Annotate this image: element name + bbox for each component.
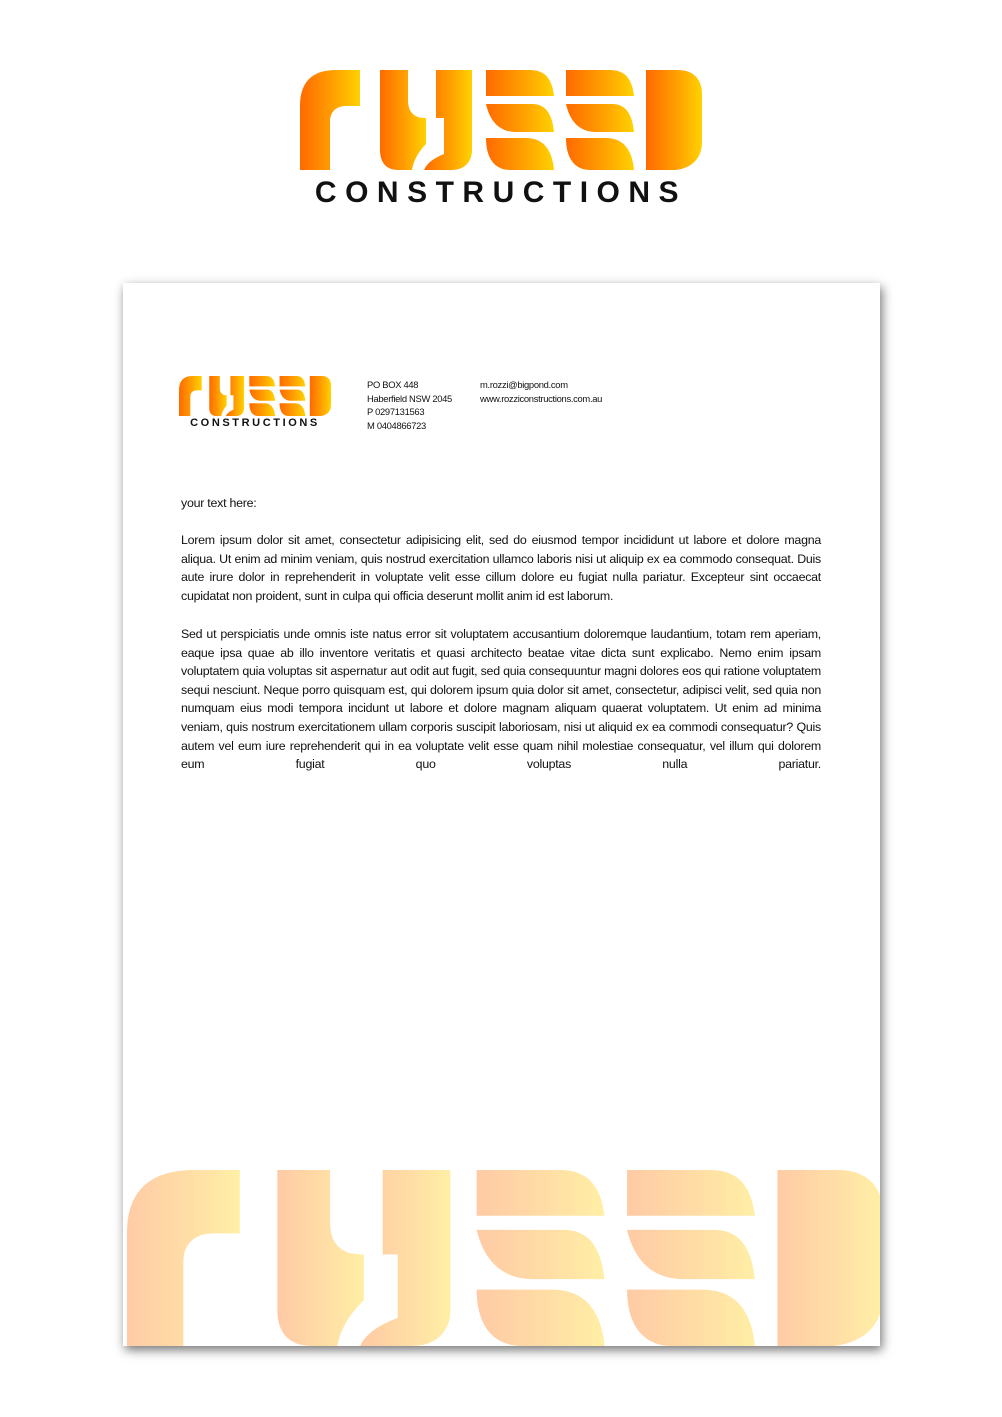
brand-tagline-small: CONSTRUCTIONS xyxy=(190,417,320,429)
rozzi-logo-small-icon xyxy=(179,376,331,416)
address-line2: Haberfield NSW 2045 xyxy=(367,392,452,404)
rozzi-logo-icon xyxy=(300,70,702,170)
letterhead-sheet xyxy=(123,283,880,1346)
address-block xyxy=(367,378,452,432)
mobile-number: M 0404866723 xyxy=(367,419,426,431)
brand-tagline-large: CONSTRUCTIONS xyxy=(314,176,688,209)
brand-logo-small xyxy=(179,376,331,416)
body-paragraph-1: Lorem ipsum dolor sit amet, consectetur adipisicing elit, sed do eiusmod tempor incididunt ut labore et dolore magna aliqua. Ut enim ad minim veniam, quis nostrud exercitation ullamco laboris nisi ut aliquip ex ea commodo consequat. Duis aute irure dolor in reprehenderit in voluptate velit esse cillum dolore eu fugiat nulla pariatur. Excepteur sint occaecat cupidatat non proident, sunt in culpa qui officia deserunt mollit anim id est laborum. xyxy=(181,533,821,603)
online-contact-block xyxy=(480,378,602,405)
rozzi-watermark xyxy=(123,1168,880,1346)
email-address: m.rozzi@bigpond.com xyxy=(480,379,568,390)
brand-logo-large xyxy=(300,70,702,170)
rozzi-watermark-icon xyxy=(123,1168,880,1346)
address-line1: PO BOX 448 xyxy=(367,379,419,390)
phone-number: P 0297131563 xyxy=(367,406,425,418)
body-paragraph-2: Sed ut perspiciatis unde omnis iste natus error sit voluptatem accusantium doloremque laudantium, totam rem aperiam, eaque ipsa quae ab illo inventore veritatis et quasi architecto beatae vitae dicta sunt explicabo. Nemo enim ipsam voluptatem quia voluptas sit aspernatur aut odit aut fugit, sed quia consequuntur magni dolores eos qui ratione voluptatem sequi nesciunt. Neque porro quisquam est, qui dolorem ipsum quia dolor sit amet, consectetur, adipisci velit, sed quia non numquam eius modi tempora incidunt ut labore et dolore magnam aliquam quaerat voluptatem. Ut enim ad minima veniam, quis nostrum exercitationem ullam corporis suscipit laboriosam, nisi ut aliquid ex ea commodi consequatur? Quis autem vel eum iure reprehenderit qui in ea voluptate velit esse quam nihil molestiae consequatur, vel illum qui dolorem eum fugiat quo voluptas nulla pariatur. xyxy=(181,627,821,772)
lead-text: your text here: xyxy=(181,496,257,510)
website-url: www.rozziconstructions.com.au xyxy=(480,392,603,404)
